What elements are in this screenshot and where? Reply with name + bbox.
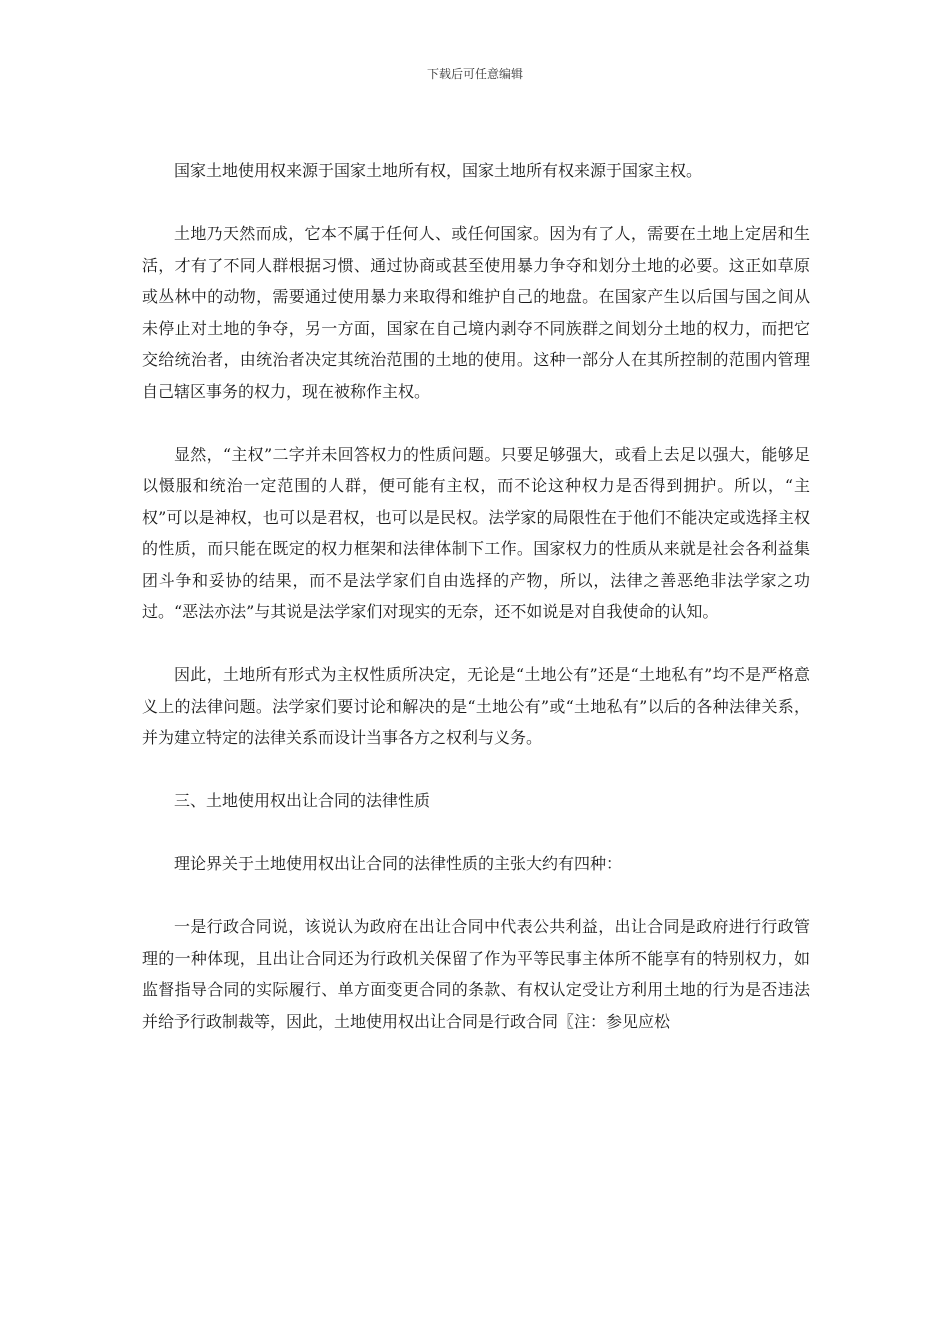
section-heading: 三、土地使用权出让合同的法律性质 [174,791,431,810]
paragraph-land-natural-origin: 土地乃天然而成，它本不属于任何人、或任何国家。因为有了人，需要在土地上定居和生活，才有了不同人群根据习惯、通过协商或甚至使用暴力争夺和划分土地的必要。这正如草原或丛林中的动物，需要通过使用暴力来取得和维护自己的地盘。在国家产生以后国与国之间从未停止对土地的争夺，另一方面，国家在自己境内剥夺不同族群之间划分土地的权力，而把它交给统治者，由统治者决定其统治范围的土地的使用。这种一部分人在其所控制的范围内管理自己辖区事务的权力，现在被称作主权。 [142,224,810,401]
paragraph-land-use-right-origin: 国家土地使用权来源于国家土地所有权，国家土地所有权来源于国家主权。 [174,161,703,180]
paragraph-administrative-contract-theory: 一是行政合同说，该说认为政府在出让合同中代表公共利益，出让合同是政府进行行政管理的一种体现，且出让合同还为行政机关保留了作为平等民事主体所不能享有的特别权力，如监督指导合同的实际履行、单方面变更合同的条款、有权认定受让方利用土地的行为是否违法并给予行政制裁等，因此，土地使用权出让合同是行政合同〖注：参见应松 [142,917,810,1031]
paragraph-theories-intro: 理论界关于土地使用权出让合同的法律性质的主张大约有四种： [174,854,623,873]
paragraph-land-ownership-form: 因此，土地所有形式为主权性质所决定，无论是“土地公有”还是“土地私有”均不是严格意义上的法律问题。法学家们要讨论和解决的是“土地公有”或“土地私有”以后的各种法律关系，并为建立特定的法律关系而设计当事各方之权利与义务。 [142,665,810,747]
paragraph-sovereignty-nature: 显然，“主权”二字并未回答权力的性质问题。只要足够强大，或看上去足以强大，能够足以慑服和统治一定范围的人群，便可能有主权，而不论这种权力是否得到拥护。所以，“主权”可以是神权，也可以是君权，也可以是民权。法学家的局限性在于他们不能决定或选择主权的性质，而只能在既定的权力框架和法律体制下工作。国家权力的性质从来就是社会各利益集团斗争和妥协的结果，而不是法学家们自由选择的产物，所以，法律之善恶绝非法学家之功过。“恶法亦法”与其说是法学家们对现实的无奈，还不如说是对自我使命的认知。 [142,444,810,621]
document-body [142,155,810,1037]
page-header: 下载后可任意编辑 [426,67,523,81]
